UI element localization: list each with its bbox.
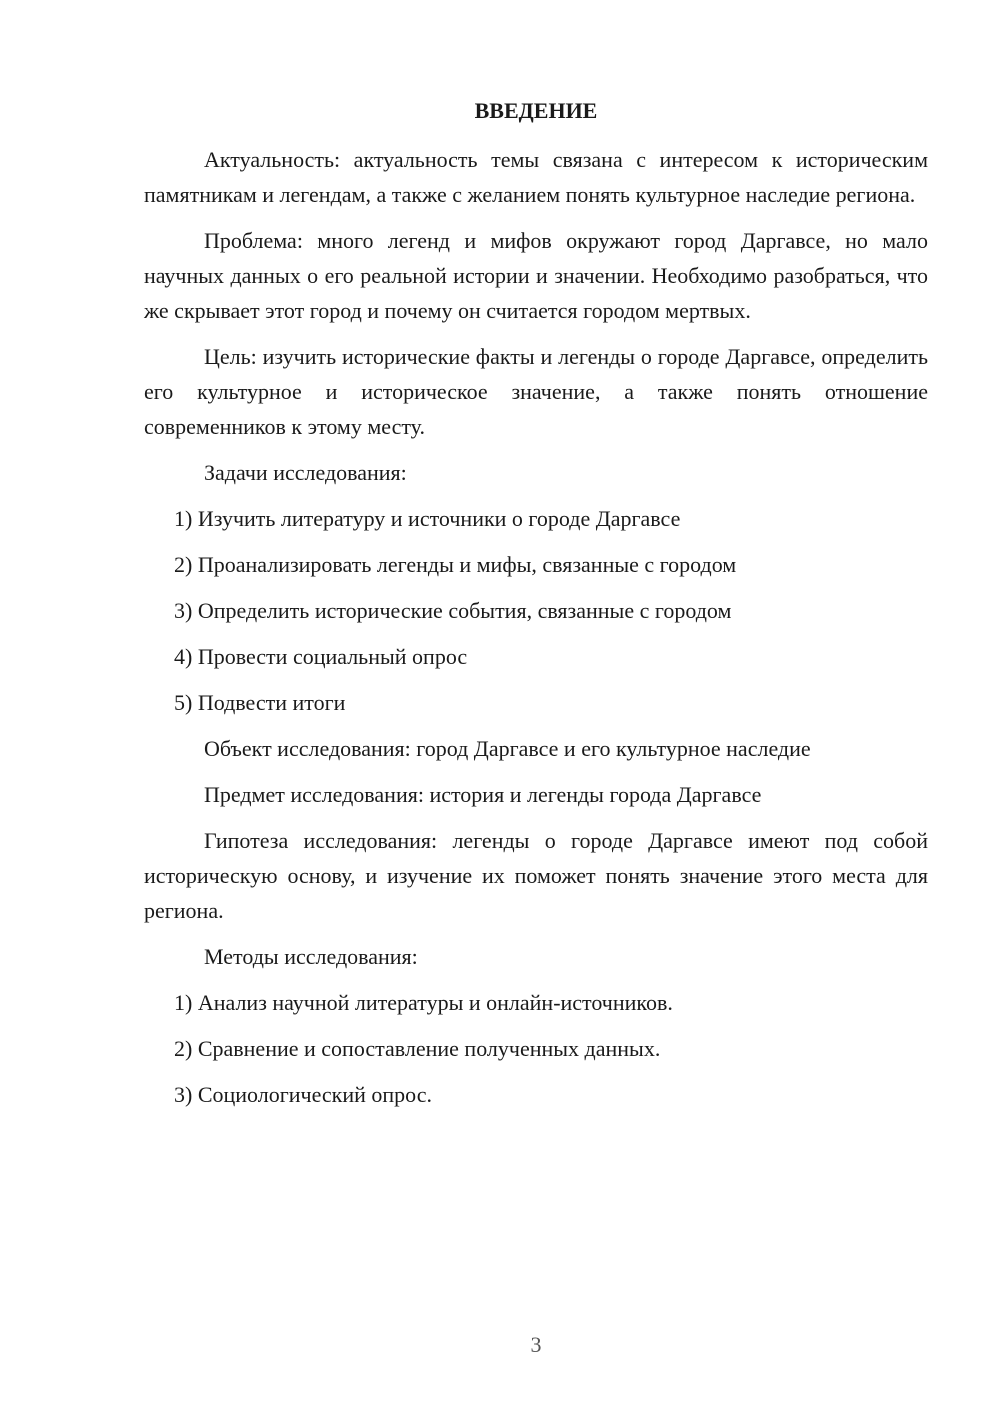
method-item-2: 2) Сравнение и сопоставление полученных данных. [174, 1036, 661, 1061]
paragraph-problem: Проблема: много легенд и мифов окружают город Даргавсе, но мало научных данных о его реальной истории и значении. Необходимо разобраться, что же скрывает этот город и почему он считается городом мертвых. [144, 228, 928, 323]
task-item-3: 3) Определить исторические события, связанные с городом [174, 598, 732, 623]
method-item-1: 1) Анализ научной литературы и онлайн-источников. [174, 990, 673, 1015]
paragraph-hypothesis: Гипотеза исследования: легенды о городе Даргавсе имеют под собой историческую основу, и изучение их поможет понять значение этого места для региона. [144, 828, 928, 923]
paragraph-tasks-title: Задачи исследования: [204, 460, 407, 485]
paragraph-goal: Цель: изучить исторические факты и легенды о городе Даргавсе, определить его культурное и историческое значение, а также понять отношение современников к этому месту. [144, 344, 928, 439]
section-heading: ВВЕДЕНИЕ [474, 98, 598, 123]
page-number: 3 [530, 1332, 542, 1357]
task-item-2: 2) Проанализировать легенды и мифы, связанные с городом [174, 552, 737, 577]
document-body [144, 142, 928, 1123]
paragraph-methods-title: Методы исследования: [204, 944, 418, 969]
paragraph-relevance: Актуальность: актуальность темы связана с интересом к историческим памятникам и легендам, а также с желанием понять культурное наследие региона. [144, 147, 928, 207]
method-item-3: 3) Социологический опрос. [174, 1082, 432, 1107]
paragraph-subject: Предмет исследования: история и легенды города Даргавсе [204, 782, 762, 807]
task-item-1: 1) Изучить литературу и источники о городе Даргавсе [174, 506, 681, 531]
task-item-4: 4) Провести социальный опрос [174, 644, 468, 669]
paragraph-object: Объект исследования: город Даргавсе и его культурное наследие [204, 736, 811, 761]
task-item-5: 5) Подвести итоги [174, 690, 346, 715]
